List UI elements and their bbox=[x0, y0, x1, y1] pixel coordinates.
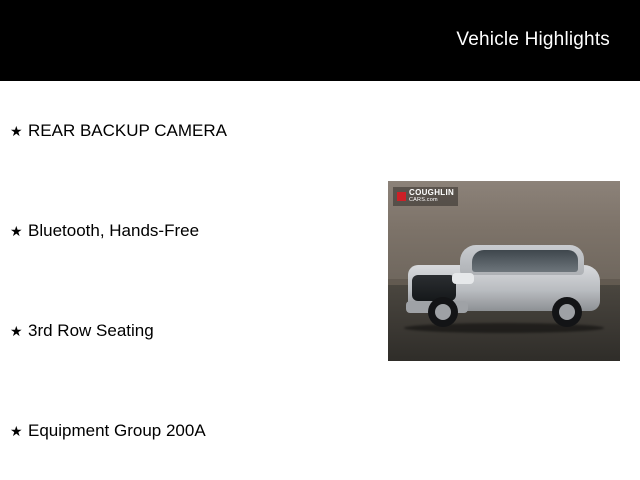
vehicle-photo bbox=[388, 181, 620, 361]
star-bullet-icon: ★ bbox=[10, 323, 23, 339]
header-bar bbox=[0, 0, 640, 81]
vehicle-windshield bbox=[472, 250, 578, 272]
dealer-name: COUGHLIN bbox=[409, 188, 455, 197]
vehicle-grille bbox=[412, 275, 456, 301]
suv-illustration bbox=[402, 239, 606, 335]
list-item bbox=[10, 121, 227, 141]
dealer-watermark bbox=[393, 187, 458, 206]
highlight-label: Bluetooth, Hands-Free bbox=[28, 221, 200, 240]
list-item bbox=[10, 221, 199, 241]
star-bullet-icon: ★ bbox=[10, 123, 23, 139]
highlight-label: REAR BACKUP CAMERA bbox=[28, 121, 228, 140]
highlight-label: Equipment Group 200A bbox=[28, 421, 206, 440]
dealer-name-block bbox=[409, 189, 454, 204]
star-bullet-icon: ★ bbox=[10, 223, 23, 239]
page-title: Vehicle Highlights bbox=[456, 29, 610, 50]
dealer-logo-icon bbox=[397, 192, 406, 201]
list-item bbox=[10, 321, 154, 341]
dealer-subtitle: CARS.com bbox=[409, 197, 438, 203]
vehicle-front-wheel bbox=[428, 297, 458, 327]
star-bullet-icon: ★ bbox=[10, 423, 23, 439]
vehicle-rear-wheel bbox=[552, 297, 582, 327]
list-item bbox=[10, 421, 206, 441]
vehicle-headlight bbox=[452, 273, 474, 284]
highlight-label: 3rd Row Seating bbox=[28, 321, 154, 340]
